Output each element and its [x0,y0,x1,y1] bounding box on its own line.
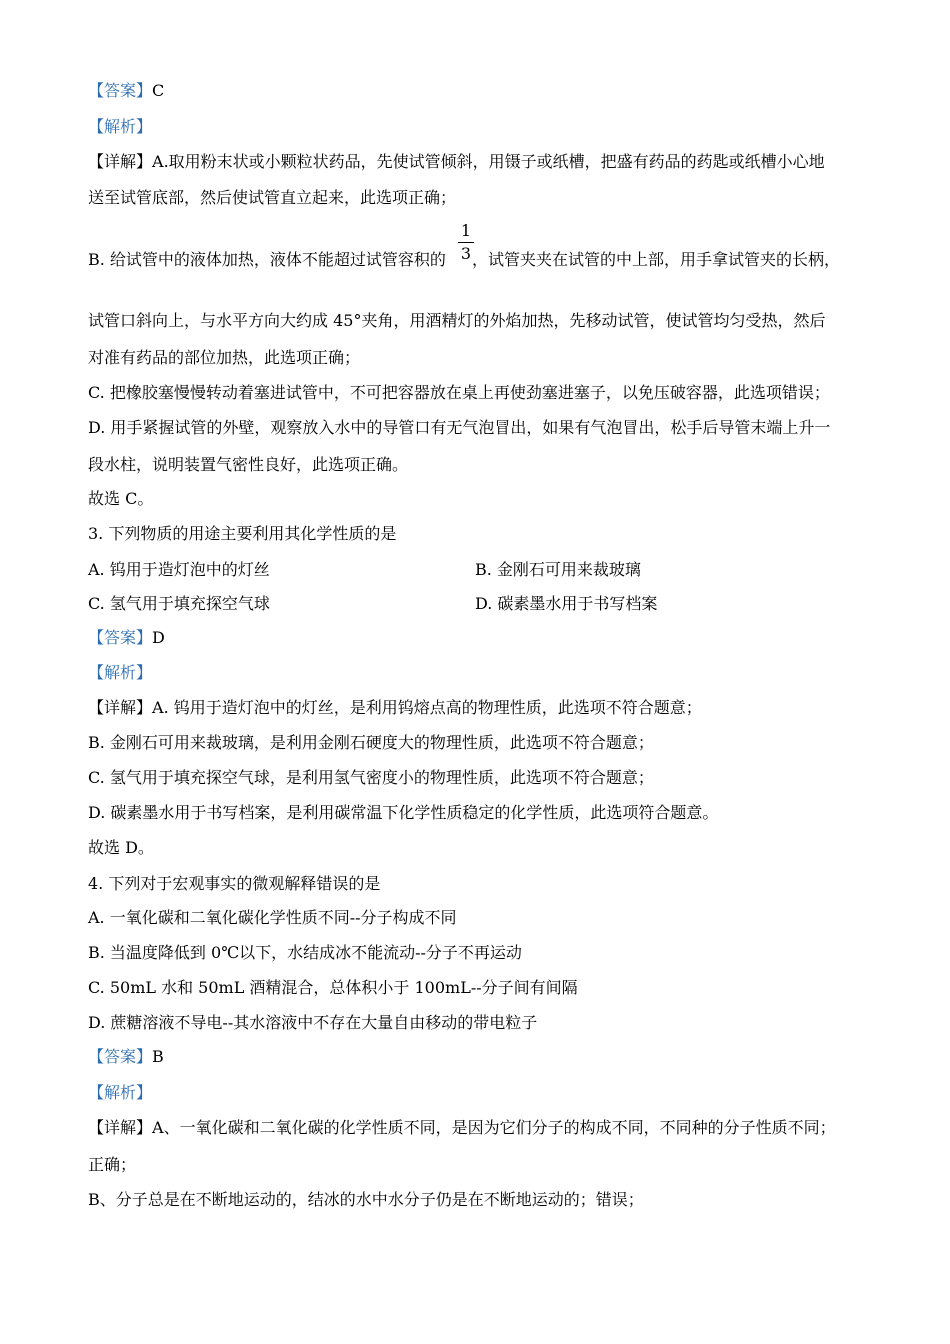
answer-tag: 【答案】 [88,1047,153,1066]
question-3-stem: 3. 下列物质的用途主要利用其化学性质的是 [88,524,397,543]
fraction-denominator: 3 [460,244,472,263]
analysis-tag: 【解析】 [88,117,153,136]
detail-tag: 【详解】 [88,698,153,717]
question-4-option-a: A. 一氧化碳和二氧化碳化学性质不同--分子构成不同 [88,908,457,927]
answer-line [88,1047,878,1067]
answer-value: B [152,1047,164,1066]
detail-line: 【详解】A.取用粉末状或小颗粒状药品，先使试管倾斜，用镊子或纸槽，把盛有药品的药匙或纸槽小心地 [88,152,825,171]
question-3-option-c: C. 氢气用于填充探空气球 [88,594,270,613]
conclusion-line: 故选 D。 [88,838,154,857]
detail-line: B、分子总是在不断地运动的，结冰的水中水分子仍是在不断地运动的；错误； [88,1190,644,1209]
detail-line: 对准有药品的部位加热，此选项正确； [88,348,361,367]
detail-line: D. 碳素墨水用于书写档案，是利用碳常温下化学性质稳定的化学性质，此选项符合题意。 [88,803,719,822]
detail-line: D. 用手紧握试管的外壁，观察放入水中的导管口有无气泡冒出，如果有气泡冒出，松手后导管末端上升一 [88,418,831,437]
answer-line [88,628,878,648]
answer-line [88,81,878,101]
detail-tag: 【详解】 [88,1118,153,1137]
question-3-option-a: A. 钨用于造灯泡中的灯丝 [88,560,270,579]
question-4-stem: 4. 下列对于宏观事实的微观解释错误的是 [88,874,381,893]
question-3-option-b: B. 金刚石可用来裁玻璃 [475,560,641,579]
detail-line: C. 把橡胶塞慢慢转动着塞进试管中，不可把容器放在桌上再使劲塞进塞子，以免压破容器，此选项错误； [88,383,830,402]
question-4-option-c: C. 50mL 水和 50mL 酒精混合，总体积小于 100mL--分子间有间隔 [88,978,578,997]
answer-value: C [152,81,165,100]
fraction-numerator: 1 [460,221,472,240]
conclusion-line: 故选 C。 [88,489,154,508]
question-4-option-b: B. 当温度降低到 0℃以下，水结成冰不能流动--分子不再运动 [88,943,522,962]
detail-tag: 【详解】 [88,152,153,171]
question-3-option-d: D. 碳素墨水用于书写档案 [475,594,658,613]
detail-line: 【详解】A、一氧化碳和二氧化碳的化学性质不同，是因为它们分子的构成不同，不同种的分子性质不同； [88,1118,836,1137]
answer-tag: 【答案】 [88,628,153,647]
analysis-tag: 【解析】 [88,1083,153,1102]
detail-line: B. 给试管中的液体加热，液体不能超过试管容积的 ，试管夹夹在试管的中上部，用手拿试管夹的长柄， [88,250,840,269]
answer-value: D [152,628,165,647]
detail-line: 送至试管底部，然后使试管直立起来，此选项正确； [88,188,457,207]
answer-tag: 【答案】 [88,81,153,100]
detail-line: 试管口斜向上，与水平方向大约成 45°夹角，用酒精灯的外焰加热，先移动试管，使试管均匀受热，然后 [88,311,826,330]
fraction-bar [458,242,474,243]
detail-line: 段水柱，说明装置气密性良好，此选项正确。 [88,455,409,474]
analysis-tag: 【解析】 [88,663,153,682]
detail-line: 正确； [88,1155,137,1174]
detail-line: B. 金刚石可用来裁玻璃，是利用金刚石硬度大的物理性质，此选项不符合题意； [88,733,654,752]
detail-line: C. 氢气用于填充探空气球，是利用氢气密度小的物理性质，此选项不符合题意； [88,768,654,787]
fraction-one-third [458,222,474,263]
detail-line: 【详解】A. 钨用于造灯泡中的灯丝，是利用钨熔点高的物理性质，此选项不符合题意； [88,698,702,717]
question-4-option-d: D. 蔗糖溶液不导电--其水溶液中不存在大量自由移动的带电粒子 [88,1013,538,1032]
